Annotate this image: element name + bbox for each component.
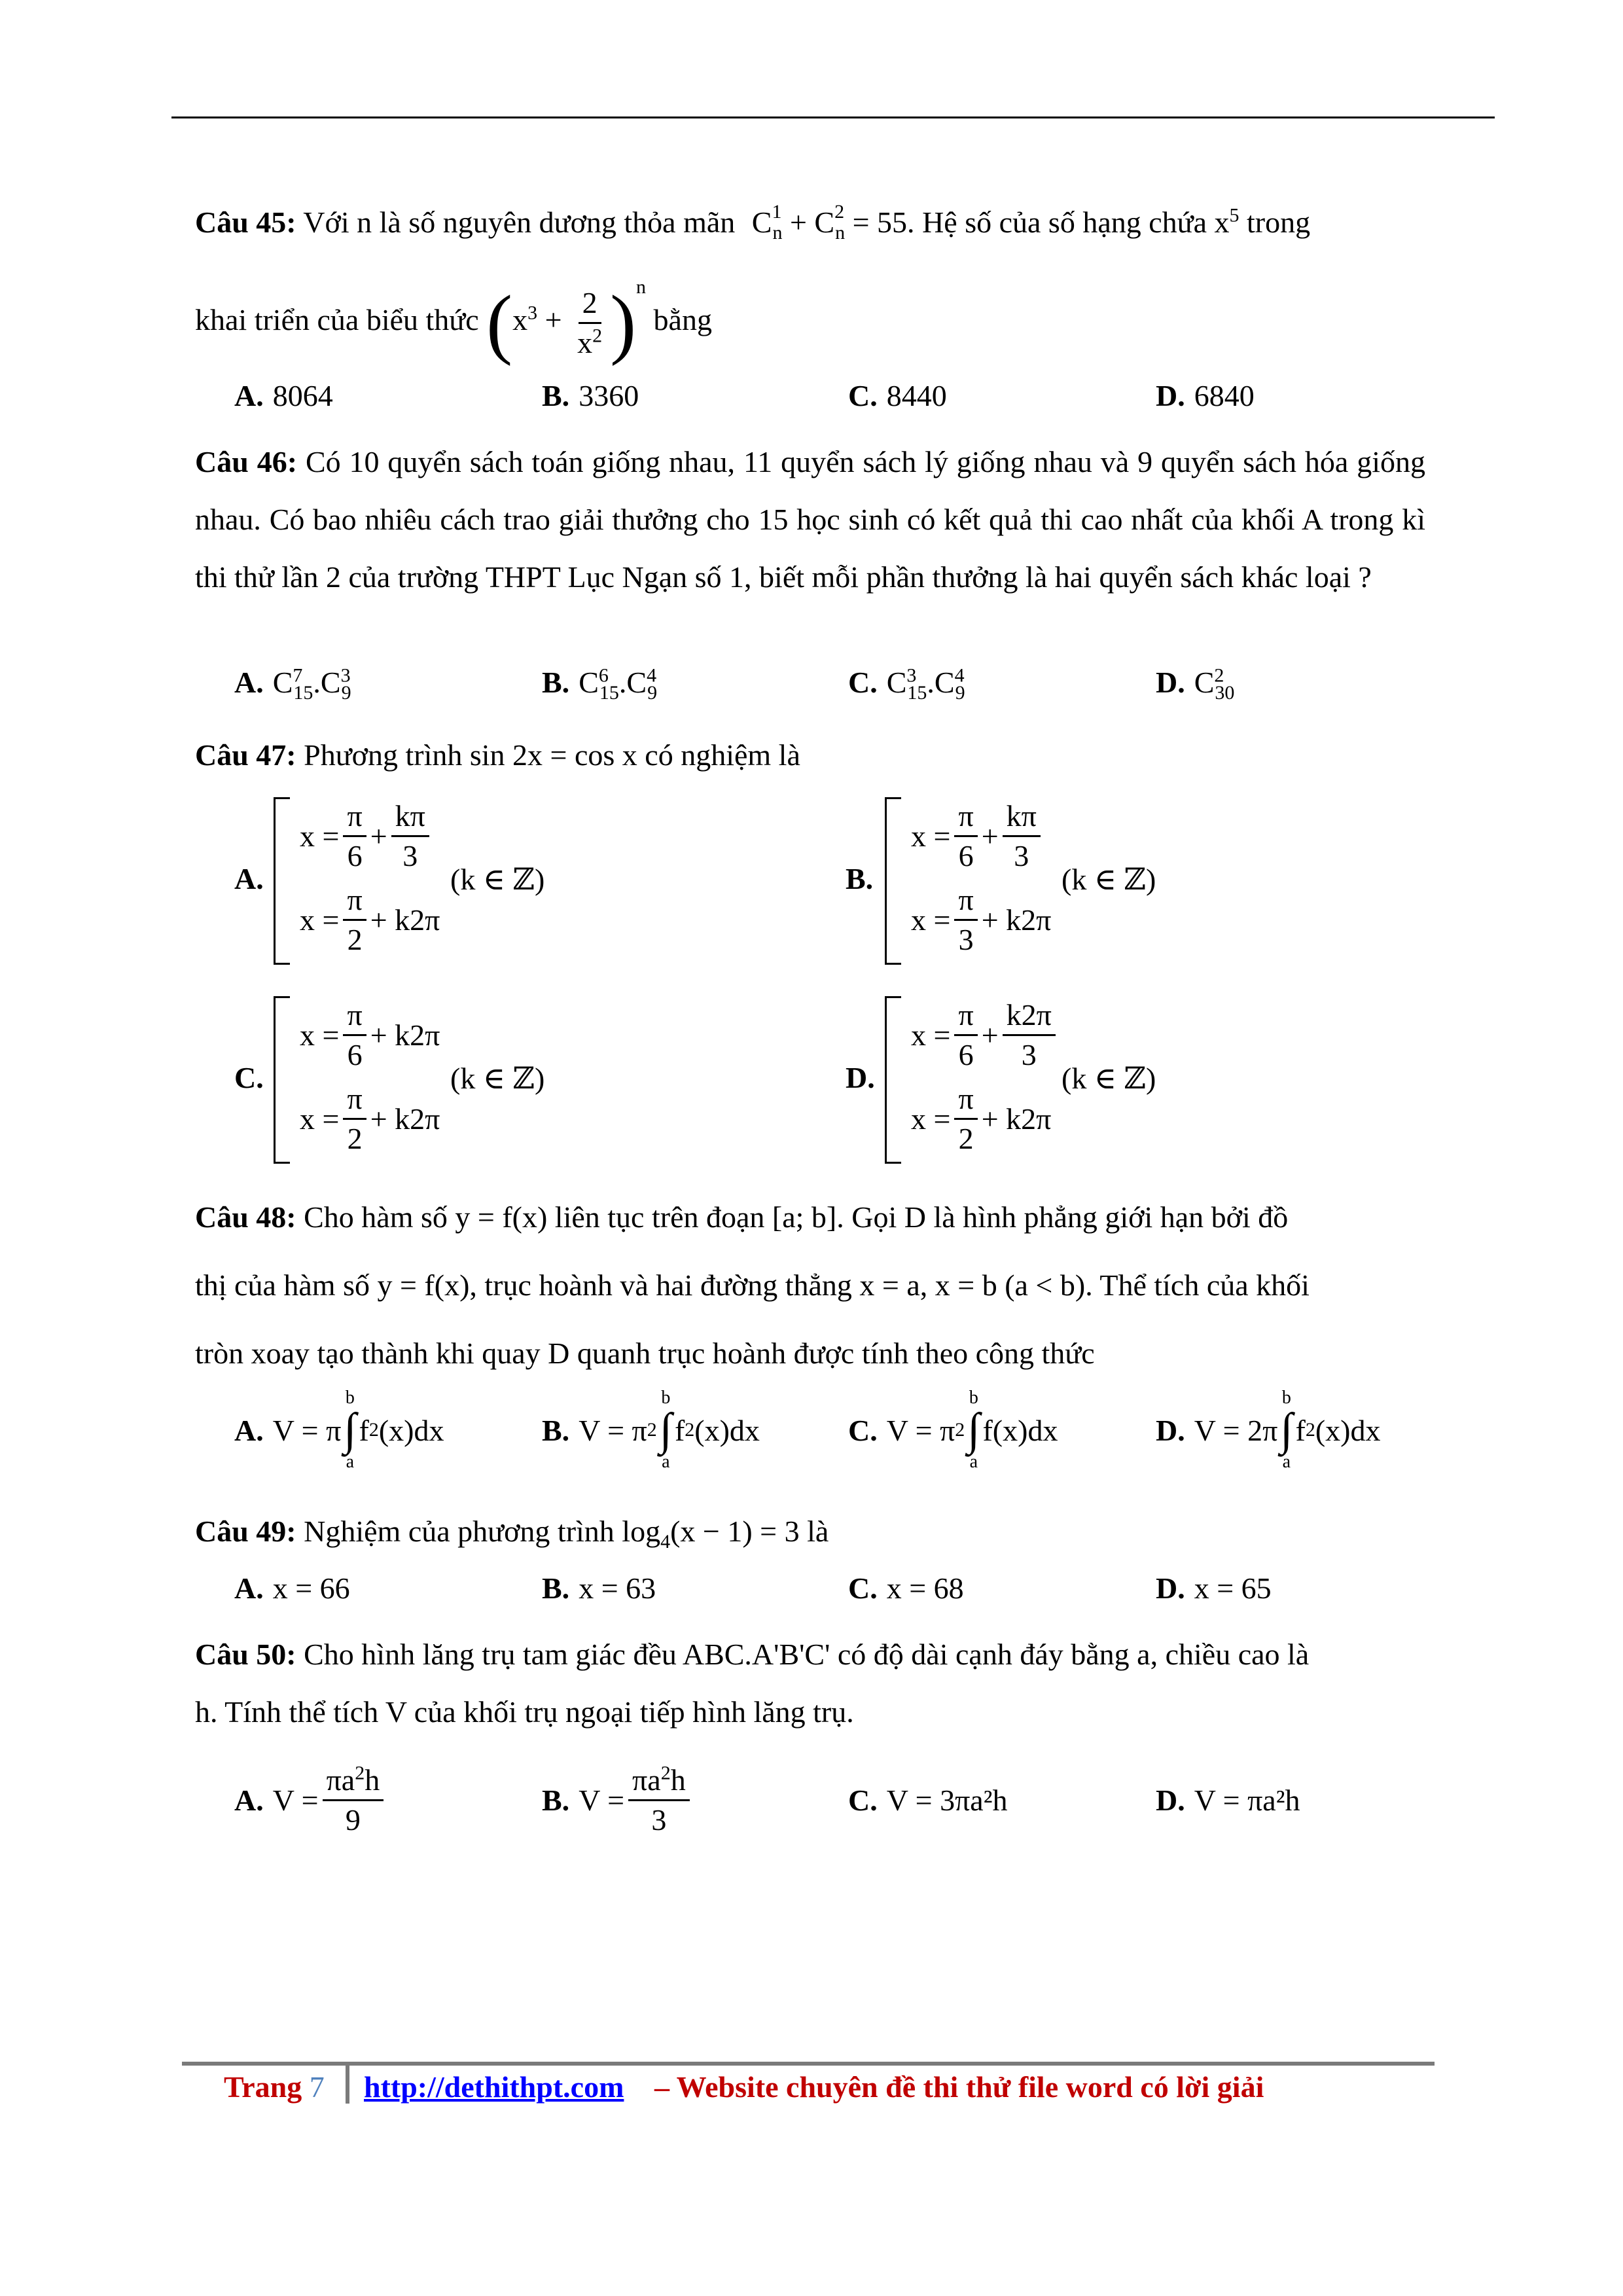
question-45-cond-rhs: = 55. <box>852 206 915 239</box>
question-45-line1 <box>195 194 1425 251</box>
question-50-line1: Cho hình lăng trụ tam giác đều ABC.A'B'C' có độ dài cạnh đáy bằng a, chiều cao là <box>304 1638 1310 1671</box>
q49-option-d[interactable]: D. x = 65 <box>1156 1571 1272 1605</box>
question-45-label: Câu 45: <box>195 206 296 239</box>
q45-option-d[interactable]: D. 6840 <box>1156 379 1255 412</box>
question-46-options <box>195 665 1425 724</box>
question-45-options <box>195 378 1425 437</box>
question-47-text <box>195 726 1425 784</box>
q45-option-b[interactable]: B. 3360 <box>542 379 639 412</box>
q50-option-a[interactable]: A. V = $\frac{\pi a^2h}{9}$ <box>234 1754 387 1846</box>
question-49-label: Câu 49: <box>195 1515 296 1548</box>
question-49-options <box>195 1571 1425 1630</box>
question-46-body: Có 10 quyển sách toán giống nhau, 11 quyển sách lý giống nhau và 9 quyển sách hóa giống nhau. Có bao nhiêu cách trao giải thưởng cho 15 học sinh có kết quả thi cao nhất của khối A trong kì thi thử lần 2 của trường THPT Lục Ngạn số 1, biết mỗi phần thưởng là hai quyển sách khác loại ? <box>195 445 1426 594</box>
question-49-post: là <box>807 1515 829 1548</box>
question-45-bang: bằng <box>653 303 712 336</box>
q48-option-d[interactable]: D. V = 2π b ∫ a f 2 (x)dx <box>1156 1388 1381 1472</box>
question-47-body: Phương trình sin 2x = cos x có nghiệm là <box>304 738 800 772</box>
footer-page-number: Trang 7 <box>224 2070 325 2104</box>
q50-option-b[interactable]: B. V = $\frac{\pi a^2h}{3}$ <box>542 1754 694 1846</box>
question-49-pre: Nghiệm của phương trình <box>304 1515 615 1548</box>
q47-option-a[interactable]: A. x = $\frac{\pi}{6}$ + $\frac{k\pi}{3}$ x = $\frac{\pi}{2}$ + k2π (k ∈ ℤ) <box>234 797 627 961</box>
footer-link[interactable]: http://dethithpt.com <box>364 2070 624 2104</box>
question-45-tail: Hệ số của số hạng chứa <box>922 206 1207 239</box>
footer-rule <box>182 2062 1435 2066</box>
question-48-label: Câu 48: <box>195 1200 296 1234</box>
question-50-options <box>195 1754 1425 1846</box>
q46-option-c[interactable]: C. $C^3_{15}.C^4_9$ <box>848 664 965 704</box>
question-45-condition: $C^1_n + C^2_n$ <box>751 200 846 244</box>
question-50-label: Câu 50: <box>195 1638 296 1671</box>
question-49-text <box>195 1503 1425 1560</box>
q45-option-a[interactable]: A. 8064 <box>234 379 333 412</box>
q48-option-c[interactable]: C. V = π 2 b ∫ a f(x)dx <box>848 1388 1058 1472</box>
q50-option-c[interactable]: C. V = 3πa²h <box>848 1783 1008 1817</box>
q47-option-c[interactable]: C. x = $\frac{\pi}{6}$ + k2π x = $\frac{\pi}{2}$ + k2π (k ∈ ℤ) <box>234 996 627 1160</box>
question-48-line1: Cho hàm số y = f(x) liên tục trên đoạn [a; b]. Gọi D là hình phẳng giới hạn bởi đồ <box>304 1200 1289 1234</box>
header-rule <box>171 117 1495 118</box>
footer-tagline: – Website chuyên đề thi thử file word có lời giải <box>654 2070 1264 2104</box>
q46-option-a[interactable]: A. $C^7_{15}.C^3_9$ <box>234 664 351 704</box>
question-45-line2-text: khai triển của biểu thức <box>195 303 479 336</box>
q49-option-a[interactable]: A. x = 66 <box>234 1571 350 1605</box>
q49-option-b[interactable]: B. x = 63 <box>542 1571 656 1605</box>
question-48-line3: tròn xoay tạo thành khi quay D quanh trục hoành được tính theo công thức <box>195 1336 1095 1370</box>
q48-option-a[interactable]: A. V = π b ∫ a f 2 (x)dx <box>234 1388 444 1472</box>
question-45-intro: Với n là số nguyên dương thỏa mãn <box>303 206 736 239</box>
q47-option-b[interactable]: B. x = $\frac{\pi}{6}$ + $\frac{k\pi}{3}$ x = $\frac{\pi}{3}$ + k2π (k ∈ ℤ) <box>846 797 1238 961</box>
q48-option-b[interactable]: B. V = π 2 b ∫ a f 2 (x)dx <box>542 1388 760 1472</box>
q47-option-d[interactable]: D. x = $\frac{\pi}{6}$ + $\frac{k2\pi}{3}$ x = $\frac{\pi}{2}$ + k2π (k ∈ ℤ) <box>846 996 1238 1160</box>
question-45-trong: trong <box>1247 206 1311 239</box>
question-46-text <box>195 433 1425 606</box>
question-45-x5: $x^5$ <box>1214 204 1240 239</box>
question-46-label: Câu 46: <box>195 445 298 478</box>
question-48-options <box>195 1381 1425 1479</box>
q49-option-c[interactable]: C. x = 68 <box>848 1571 964 1605</box>
question-48-line2: thị của hàm số y = f(x), trục hoành và hai đường thẳng x = a, x = b (a < b). Thể tích của khối <box>195 1268 1310 1302</box>
question-50-line2: h. Tính thể tích V của khối trụ ngoại tiếp hình lăng trụ. <box>195 1695 854 1729</box>
question-50-text <box>195 1626 1425 1741</box>
q50-option-d[interactable]: D. V = πa²h <box>1156 1783 1300 1817</box>
q46-option-b[interactable]: B. $C^6_{15}.C^4_9$ <box>542 664 658 704</box>
q45-option-c[interactable]: C. 8440 <box>848 379 947 412</box>
question-45-line2 <box>195 276 1425 367</box>
footer-separator <box>346 2066 349 2104</box>
question-47-label: Câu 47: <box>195 738 296 772</box>
question-45-expression: ($x^3$ + $\frac{2}{x^2}$ )$^n$ <box>486 276 647 367</box>
question-48-text <box>195 1183 1425 1388</box>
q46-option-d[interactable]: D. $C^2_{30}$ <box>1156 664 1235 704</box>
question-49-equation: $\log_4(x - 1) = 3$ <box>622 1515 800 1553</box>
